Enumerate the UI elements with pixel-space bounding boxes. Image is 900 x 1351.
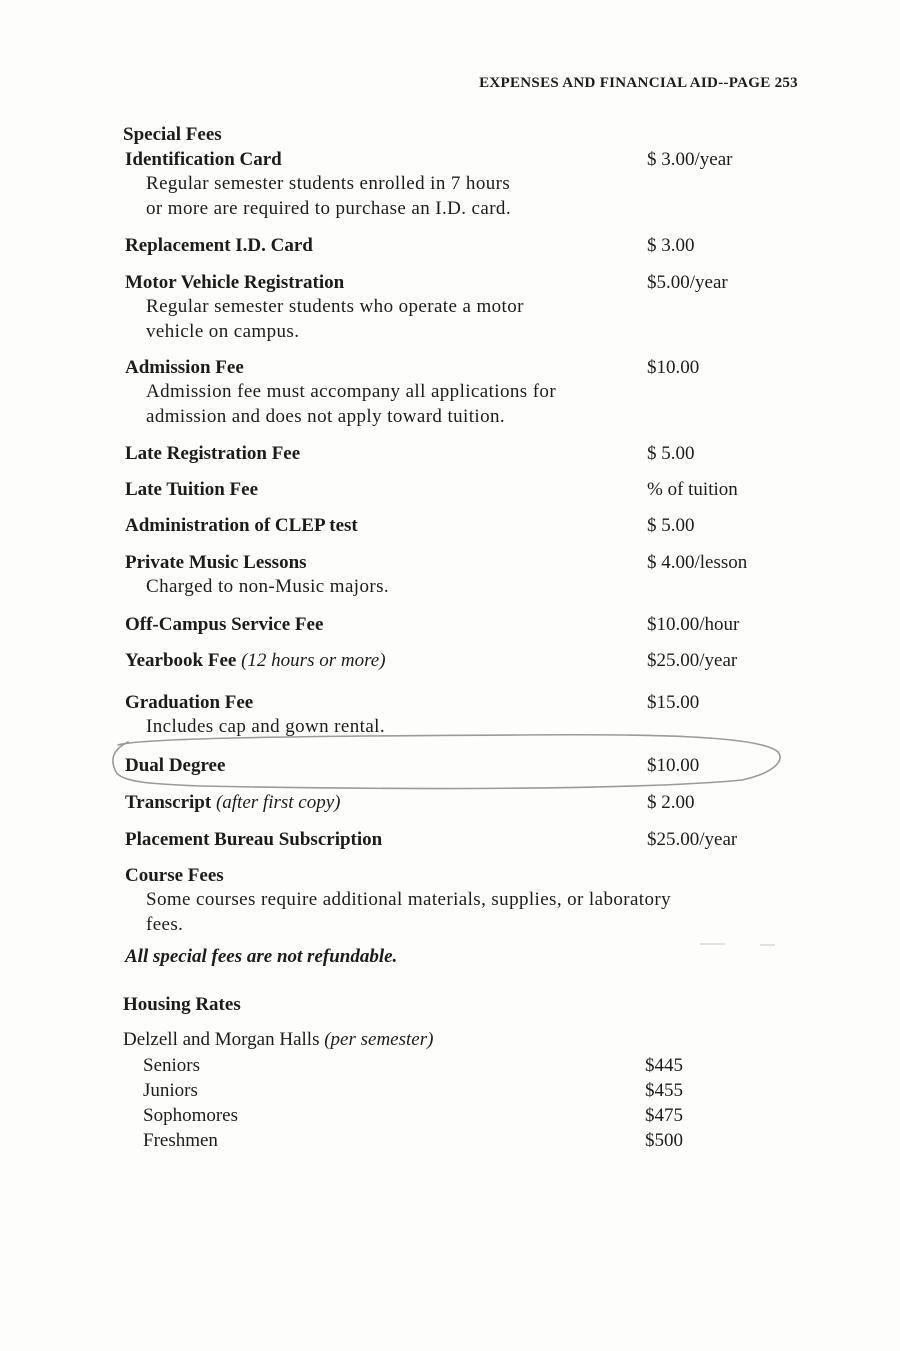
fee-yearbook xyxy=(125,649,775,673)
fee-name: Course Fees xyxy=(125,865,224,886)
fee-late-registration xyxy=(125,442,775,466)
fee-name: Dual Degree xyxy=(125,755,226,776)
housing-halls: Delzell and Morgan Halls xyxy=(123,1029,320,1050)
fee-name: Private Music Lessons xyxy=(125,552,307,573)
fee-amount: $ 3.00 xyxy=(647,235,695,256)
fee-name: Admission Fee xyxy=(125,357,244,378)
running-head: EXPENSES AND FINANCIAL AID--PAGE 253 xyxy=(479,75,798,91)
housing-rate: $445 xyxy=(645,1055,683,1076)
fee-name: Placement Bureau Subscription xyxy=(125,829,383,850)
fee-name: Graduation Fee xyxy=(125,692,254,713)
fee-description: Admission fee must accompany all applications for xyxy=(146,381,557,402)
fee-graduation xyxy=(125,691,775,740)
fee-placement-bureau xyxy=(125,828,775,852)
fee-name: Off-Campus Service Fee xyxy=(125,614,324,635)
housing-qualifier: (per semester) xyxy=(324,1029,434,1050)
housing-class: Sophomores xyxy=(143,1105,238,1126)
housing-rate: $475 xyxy=(645,1105,683,1126)
fee-name: Late Registration Fee xyxy=(125,443,301,464)
refund-notice: All special fees are not refundable. xyxy=(125,946,398,967)
fee-transcript xyxy=(125,791,775,815)
fee-amount: $ 4.00/lesson xyxy=(647,552,748,573)
housing-class: Freshmen xyxy=(143,1130,218,1151)
housing-row xyxy=(143,1130,703,1152)
fee-amount: $25.00/year xyxy=(647,829,738,850)
housing-row xyxy=(143,1055,703,1077)
fee-amount: $10.00/hour xyxy=(647,614,740,635)
housing-class: Juniors xyxy=(143,1080,198,1101)
housing-rate: $455 xyxy=(645,1080,683,1101)
fee-course-fees xyxy=(125,864,775,937)
fee-admission xyxy=(125,356,775,429)
fee-qualifier: (12 hours or more) xyxy=(241,650,386,671)
fee-amount: $ 3.00/year xyxy=(647,149,733,170)
fee-dual-degree xyxy=(125,754,775,778)
housing-rates-title: Housing Rates xyxy=(123,994,241,1015)
fee-qualifier: (after first copy) xyxy=(215,792,341,813)
fee-private-music-lessons xyxy=(125,551,775,600)
housing-rate: $500 xyxy=(645,1130,683,1151)
special-fees-title: Special Fees xyxy=(123,124,222,145)
fee-replacement-id-card xyxy=(125,234,775,258)
fee-description: Charged to non-Music majors. xyxy=(146,576,390,597)
fee-identification-card xyxy=(125,148,775,221)
fee-amount: $10.00 xyxy=(647,755,700,776)
fee-amount: $25.00/year xyxy=(647,650,738,671)
fee-name: Identification Card xyxy=(125,149,282,170)
fee-description: or more are required to purchase an I.D. card. xyxy=(146,197,511,219)
fee-description: fees. xyxy=(146,913,184,935)
fee-name: Administration of CLEP test xyxy=(125,515,358,536)
fee-name: Yearbook Fee xyxy=(125,650,237,671)
fee-name: Replacement I.D. Card xyxy=(125,235,313,256)
fee-name: Motor Vehicle Registration xyxy=(125,272,345,293)
fee-description: Regular semester students who operate a motor xyxy=(146,296,524,317)
fee-amount: $15.00 xyxy=(647,692,700,713)
housing-row xyxy=(143,1105,703,1127)
fee-description: admission and does not apply toward tuition. xyxy=(146,405,506,427)
fee-amount: $ 2.00 xyxy=(647,792,695,813)
fee-amount: $10.00 xyxy=(647,357,700,378)
fee-name: Transcript xyxy=(125,792,212,813)
housing-intro xyxy=(123,1029,433,1051)
fee-clep-test xyxy=(125,514,775,538)
fee-description: Includes cap and gown rental. xyxy=(146,716,385,737)
fee-description: Regular semester students enrolled in 7 hours xyxy=(146,173,511,194)
fee-name: Late Tuition Fee xyxy=(125,479,259,500)
housing-row xyxy=(143,1080,703,1102)
fee-description: vehicle on campus. xyxy=(146,320,300,342)
fee-late-tuition xyxy=(125,478,775,502)
fee-description: Some courses require additional materials, supplies, or laboratory xyxy=(146,889,672,910)
fee-amount: $ 5.00 xyxy=(647,443,695,464)
fee-amount: $5.00/year xyxy=(647,272,728,293)
fee-amount: $ 5.00 xyxy=(647,515,695,536)
housing-class: Seniors xyxy=(143,1055,200,1076)
fee-amount: % of tuition xyxy=(647,479,738,500)
fee-off-campus-service xyxy=(125,613,775,637)
fee-motor-vehicle-registration xyxy=(125,271,775,344)
